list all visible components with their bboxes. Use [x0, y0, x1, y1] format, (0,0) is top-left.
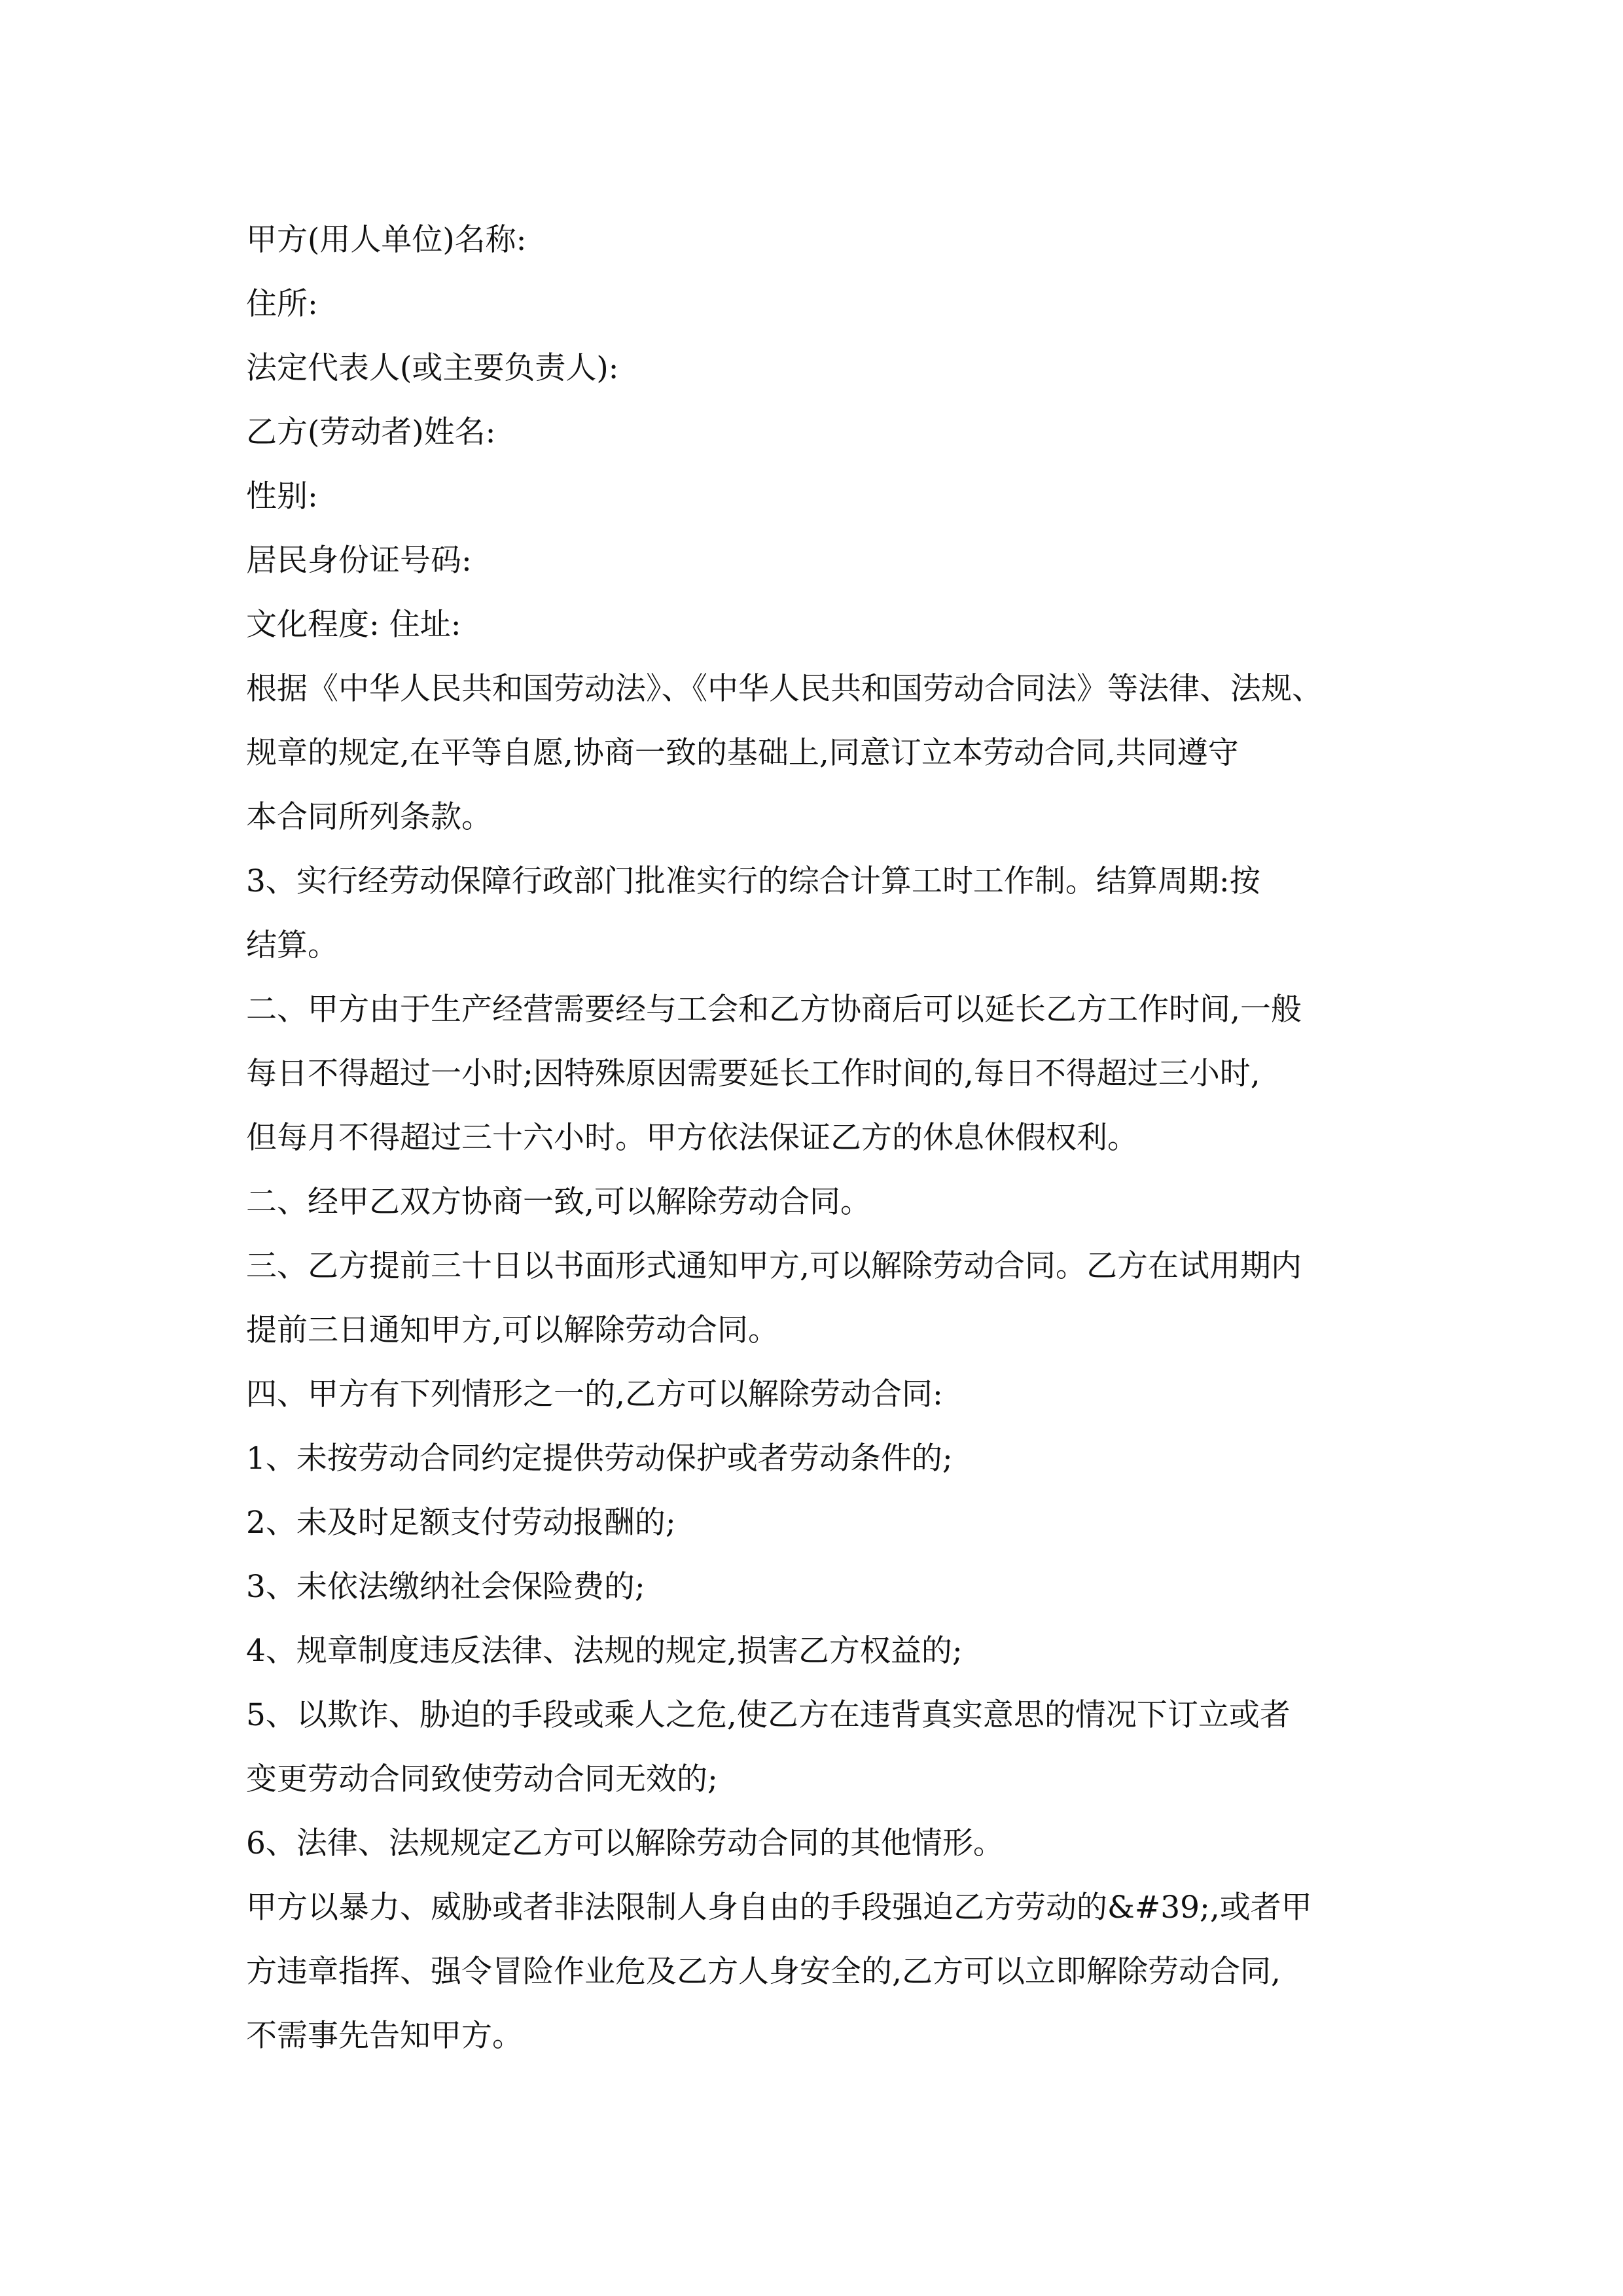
text-line-id-number: 居民身份证号码:: [246, 543, 472, 579]
text-line-notice-termination-1: 三、乙方提前三十日以书面形式通知甲方,可以解除劳动合同。乙方在试用期内: [246, 1248, 1302, 1284]
text-line-education-residence: 文化程度: 住址:: [246, 607, 461, 643]
text-line-legal-representative: 法定代表人(或主要负责人):: [246, 350, 619, 386]
text-line-condition-1: 1、未按劳动合同约定提供劳动保护或者劳动条件的;: [246, 1441, 953, 1477]
text-line-condition-5-2: 变更劳动合同致使劳动合同无效的;: [246, 1761, 718, 1797]
document-body: [246, 208, 1398, 2068]
text-line-immediate-termination-2: 方违章指挥、强令冒险作业危及乙方人身安全的,乙方可以立即解除劳动合同,: [246, 1954, 1281, 1990]
text-line-party-b-name: 乙方(劳动者)姓名:: [246, 414, 496, 450]
text-line-overtime-2: 每日不得超过一小时;因特殊原因需要延长工作时间的,每日不得超过三小时,: [246, 1056, 1260, 1092]
text-line-clause-3-1: 3、实行经劳动保障行政部门批准实行的综合计算工时工作制。结算周期:按: [246, 863, 1260, 899]
text-line-party-a-name: 甲方(用人单位)名称:: [246, 222, 527, 258]
text-line-preamble-1: 根据《中华人民共和国劳动法》、《中华人民共和国劳动合同法》等法律、法规、: [246, 671, 1323, 707]
text-line-immediate-termination-3: 不需事先告知甲方。: [246, 2018, 523, 2054]
text-line-immediate-termination-1: 甲方以暴力、威胁或者非法限制人身自由的手段强迫乙方劳动的&#39;,或者甲: [246, 1890, 1312, 1926]
text-line-condition-6: 6、法律、法规规定乙方可以解除劳动合同的其他情形。: [246, 1825, 1004, 1861]
text-line-notice-termination-2: 提前三日通知甲方,可以解除劳动合同。: [246, 1312, 779, 1348]
text-line-overtime-1: 二、甲方由于生产经营需要经与工会和乙方协商后可以延长乙方工作时间,一般: [246, 992, 1302, 1028]
text-line-condition-3: 3、未依法缴纳社会保险费的;: [246, 1569, 645, 1605]
text-line-condition-4: 4、规章制度违反法律、法规的规定,损害乙方权益的;: [246, 1633, 963, 1669]
text-line-termination-conditions: 四、甲方有下列情形之一的,乙方可以解除劳动合同:: [246, 1376, 943, 1412]
text-line-mutual-termination: 二、经甲乙双方协商一致,可以解除劳动合同。: [246, 1184, 871, 1220]
text-line-address: 住所:: [246, 286, 318, 322]
text-line-clause-3-2: 结算。: [246, 927, 338, 963]
text-line-overtime-3: 但每月不得超过三十六小时。甲方依法保证乙方的休息休假权利。: [246, 1120, 1138, 1156]
text-line-preamble-2: 规章的规定,在平等自愿,协商一致的基础上,同意订立本劳动合同,共同遵守: [246, 735, 1239, 771]
text-line-condition-5-1: 5、以欺诈、胁迫的手段或乘人之危,使乙方在违背真实意思的情况下订立或者: [246, 1697, 1291, 1733]
text-line-condition-2: 2、未及时足额支付劳动报酬的;: [246, 1505, 676, 1541]
text-line-gender: 性别:: [246, 478, 318, 514]
text-line-preamble-3: 本合同所列条款。: [246, 799, 492, 835]
